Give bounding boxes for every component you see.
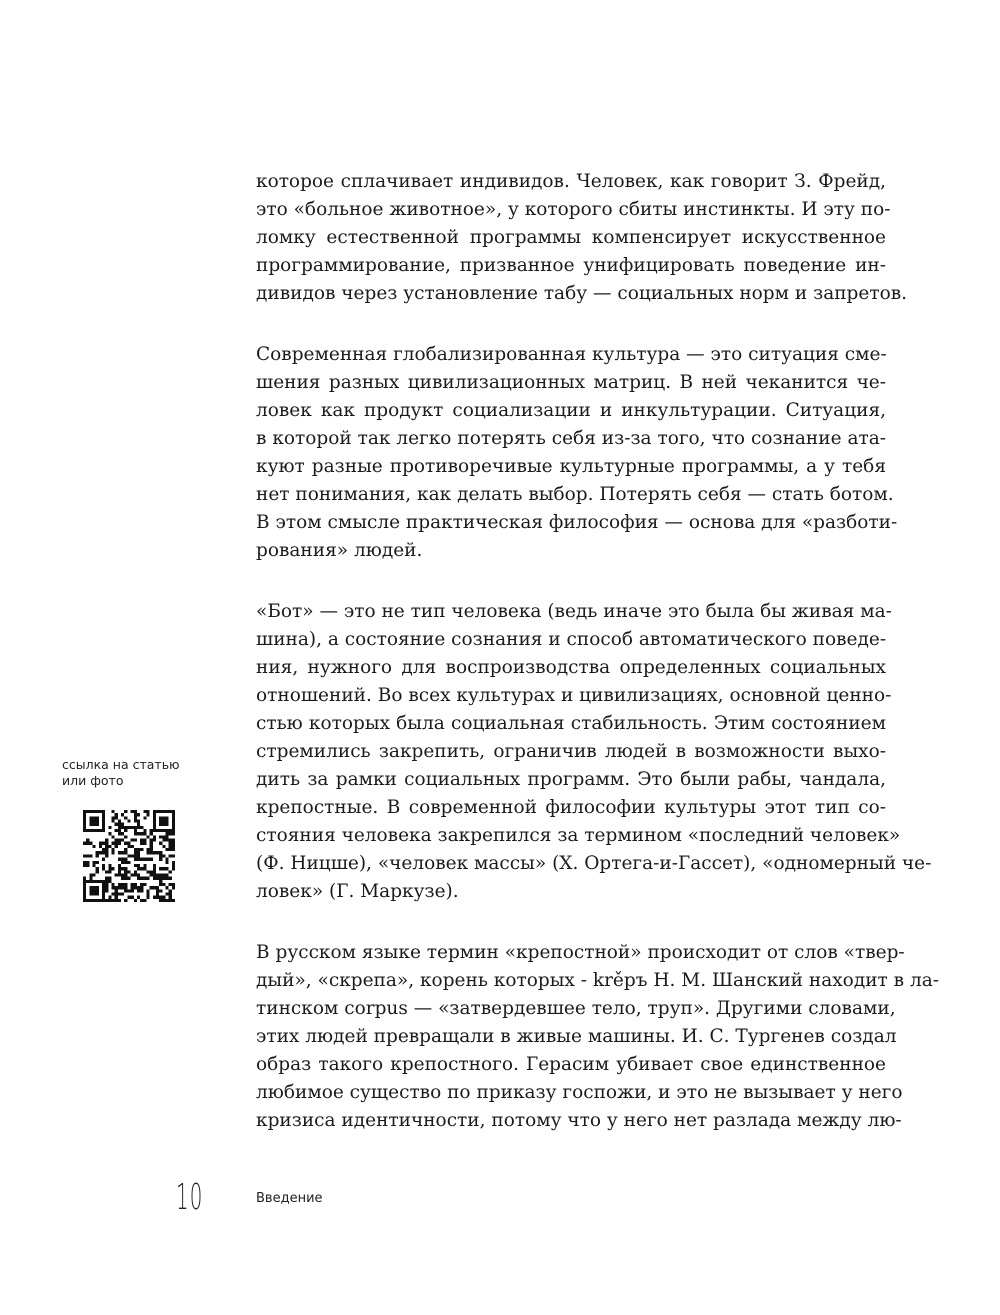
paragraph-1 [256, 168, 908, 308]
text-line: стояния человека закрепился за термином «последний человек» [256, 825, 901, 846]
text-line: рования» людей. [256, 540, 423, 561]
sidebar-note-line-1: ссылка на статью [62, 757, 180, 772]
text-line: шения разных цивилизационных матриц. В ней чеканится че- [256, 372, 886, 393]
text-line: этих людей превращали в живые машины. И. С. Тургенев создал [256, 1026, 897, 1047]
qr-code-graphic [83, 810, 175, 902]
main-text [256, 168, 939, 1168]
text-line: это «больное животное», у которого сбиты инстинкты. И эту по- [256, 199, 891, 220]
text-line: нет понимания, как делать выбор. Потерять себя — стать ботом. [256, 484, 894, 505]
text-line: образ такого крепостного. Герасим убивает свое единственное [256, 1054, 886, 1075]
paragraph-3 [256, 598, 932, 906]
text-line: В этом смысле практическая философия — основа для «разботи- [256, 512, 898, 533]
sidebar-note-line-2: или фото [62, 773, 124, 788]
text-line: стремились закрепить, ограничив людей в возможности выхо- [256, 741, 886, 762]
text-line: тинском corpus — «затвердевшее тело, труп». Другими словами, [256, 998, 896, 1019]
page-number: 10 [176, 1177, 204, 1218]
text-line: в которой так легко потерять себя из-за того, что сознание ата- [256, 428, 886, 449]
section-title: Введение [256, 1191, 323, 1206]
text-line: ловек» (Г. Маркузе). [256, 881, 459, 902]
text-line: (Ф. Ницше), «человек массы» (Х. Ортега-и-Гассет), «одномерный че- [256, 853, 932, 874]
qr-code-icon[interactable] [83, 810, 175, 902]
text-line: стью которых была социальная стабильность. Этим состоянием [256, 713, 886, 734]
text-line: которое сплачивает индивидов. Человек, как говорит З. Фрейд, [256, 171, 886, 192]
paragraph-4 [256, 939, 939, 1135]
text-line: дивидов через установление табу — социальных норм и запретов. [256, 283, 908, 304]
text-line: ломку естественной программы компенсирует искусственное [256, 227, 886, 248]
text-line: крепостные. В современной философии культуры этот тип со- [256, 797, 886, 818]
text-line: «Бот» — это не тип человека (ведь иначе это была бы живая ма- [256, 601, 892, 622]
text-line: шина), а состояние сознания и способ автоматического поведе- [256, 629, 887, 650]
text-line: программирование, призванное унифицировать поведение ин- [256, 255, 886, 276]
text-line: В русском языке термин «крепостной» происходит от слов «твер- [256, 942, 905, 963]
text-line: кризиса идентичности, потому что у него нет разлада между лю- [256, 1110, 902, 1131]
text-line: Современная глобализированная культура — это ситуация сме- [256, 344, 887, 365]
sidebar-note [62, 757, 202, 789]
text-line: отношений. Во всех культурах и цивилизациях, основной ценно- [256, 685, 892, 706]
text-line: ловек как продукт социализации и инкультурации. Ситуация, [256, 400, 886, 421]
text-line: ния, нужного для воспроизводства определенных социальных [256, 657, 886, 678]
paragraph-2 [256, 341, 898, 565]
text-line: дить за рамки социальных программ. Это были рабы, чандала, [256, 769, 886, 790]
text-line: куют разные противоречивые культурные программы, а у тебя [256, 456, 886, 477]
text-line: любимое существо по приказу госпожи, и это не вызывает у него [256, 1082, 903, 1103]
text-line: дый», «скрепа», корень которых - krěръ Н. М. Шанский находит в ла- [256, 970, 939, 991]
